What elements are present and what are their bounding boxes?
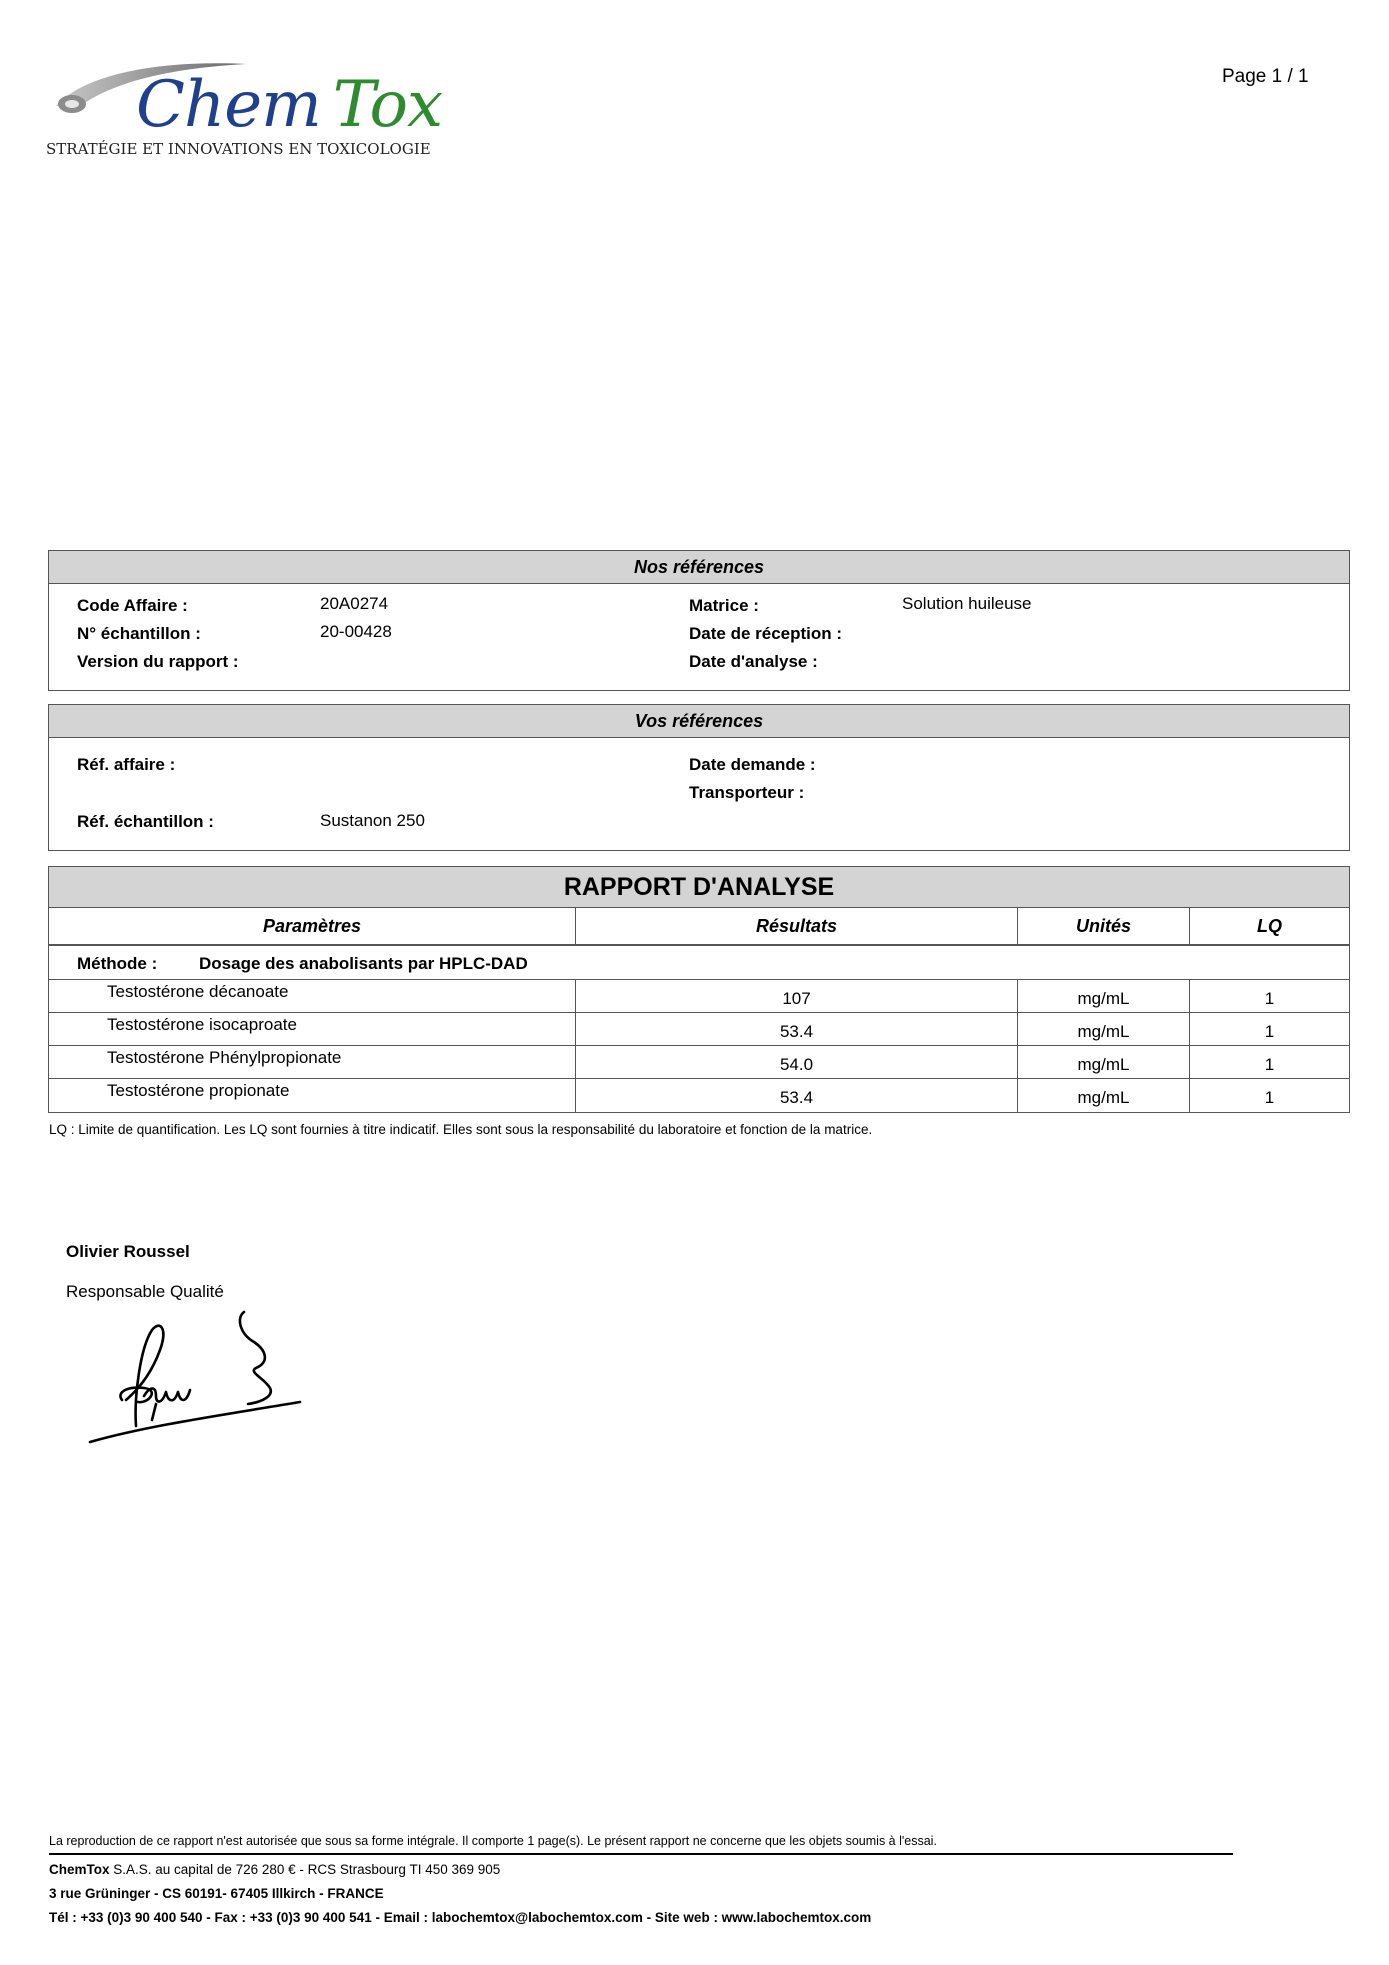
page-number: Page 1 / 1 [1222,66,1309,87]
footer-company-line [49,1862,500,1877]
unit-cell: mg/mL [1018,980,1190,1012]
matrice-value: Solution huileuse [902,594,1032,613]
column-header-parametres: Paramètres [49,908,576,944]
rapport-title: RAPPORT D'ANALYSE [49,867,1349,908]
table-header-row [49,908,1349,946]
ref-affaire-label: Réf. affaire : [77,755,176,774]
table-row [49,1079,1349,1112]
column-header-unites: Unités [1018,908,1190,944]
echantillon-value: 20-00428 [320,622,392,641]
param-cell: Testostérone Phénylpropionate [49,1046,576,1078]
signer-name: Olivier Roussel [66,1242,190,1261]
lq-cell: 1 [1264,1022,1275,1041]
result-cell: 54.0 [576,1046,1018,1078]
transporteur-label: Transporteur : [689,783,805,802]
company-logo [46,58,446,168]
table-row [49,980,1349,1013]
handwritten-signature [86,1308,326,1448]
footer-reproduction-note: La reproduction de ce rapport n'est autorisée que sous sa forme intégrale. Il comporte 1 page(s). Le présent rapport ne concerne que les objets soumis à l'essai. [49,1834,937,1848]
table-row [49,1046,1349,1079]
result-cell: 53.4 [576,1013,1018,1045]
footer-divider [49,1853,1233,1855]
column-header-lq: LQ [1257,916,1282,936]
date-analyse-label: Date d'analyse : [689,652,818,671]
lq-cell: 1 [1264,989,1275,1008]
date-demande-label: Date demande : [689,755,816,774]
logo-wordmark [136,68,442,142]
footer-address: 3 rue Grüninger - CS 60191- 67405 Illkirch - FRANCE [49,1886,384,1901]
nos-references-box [48,550,1350,691]
logo-tox: Tox [332,68,443,142]
footer-company-details: S.A.S. au capital de 726 280 € - RCS Strasbourg TI 450 369 905 [109,1862,501,1877]
vos-references-box [48,704,1350,851]
signer-role: Responsable Qualité [66,1282,224,1301]
ref-echantillon-label: Réf. échantillon : [77,812,214,831]
logo-chem: Chem [136,68,321,142]
vos-references-title: Vos références [49,705,1349,738]
method-value: Dosage des anabolisants par HPLC-DAD [199,954,528,973]
table-row [49,1013,1349,1046]
unit-cell: mg/mL [1018,1046,1190,1078]
date-reception-label: Date de réception : [689,624,843,643]
logo-tagline: STRATÉGIE ET INNOVATIONS EN TOXICOLOGIE [46,140,431,158]
lq-cell: 1 [1264,1088,1275,1107]
code-affaire-label: Code Affaire : [77,596,188,615]
param-cell: Testostérone isocaproate [49,1013,576,1045]
code-affaire-value: 20A0274 [320,594,389,613]
param-cell: Testostérone propionate [49,1079,576,1112]
result-cell: 53.4 [576,1079,1018,1112]
lq-cell: 1 [1264,1055,1275,1074]
method-row [49,946,1349,980]
method-label: Méthode : [77,954,158,973]
matrice-label: Matrice : [689,596,759,615]
unit-cell: mg/mL [1018,1013,1190,1045]
ref-echantillon-value: Sustanon 250 [320,811,425,830]
rapport-analyse-table [48,866,1350,1113]
param-cell: Testostérone décanoate [49,980,576,1012]
footer-company-name: ChemTox [49,1862,110,1877]
unit-cell: mg/mL [1018,1079,1190,1112]
echantillon-label: N° échantillon : [77,624,201,643]
nos-references-title: Nos références [49,551,1349,584]
version-label: Version du rapport : [77,652,239,671]
result-cell: 107 [576,980,1018,1012]
lq-note: LQ : Limite de quantification. Les LQ sont fournies à titre indicatif. Elles sont sous la responsabilité du laboratoire et fonction de la matrice. [49,1122,873,1137]
footer-contact: Tél : +33 (0)3 90 400 540 - Fax : +33 (0)3 90 400 541 - Email : labochemtox@labochemtox.com - Site web : www.labochemtox.com [49,1910,872,1925]
column-header-resultats: Résultats [576,908,1018,944]
